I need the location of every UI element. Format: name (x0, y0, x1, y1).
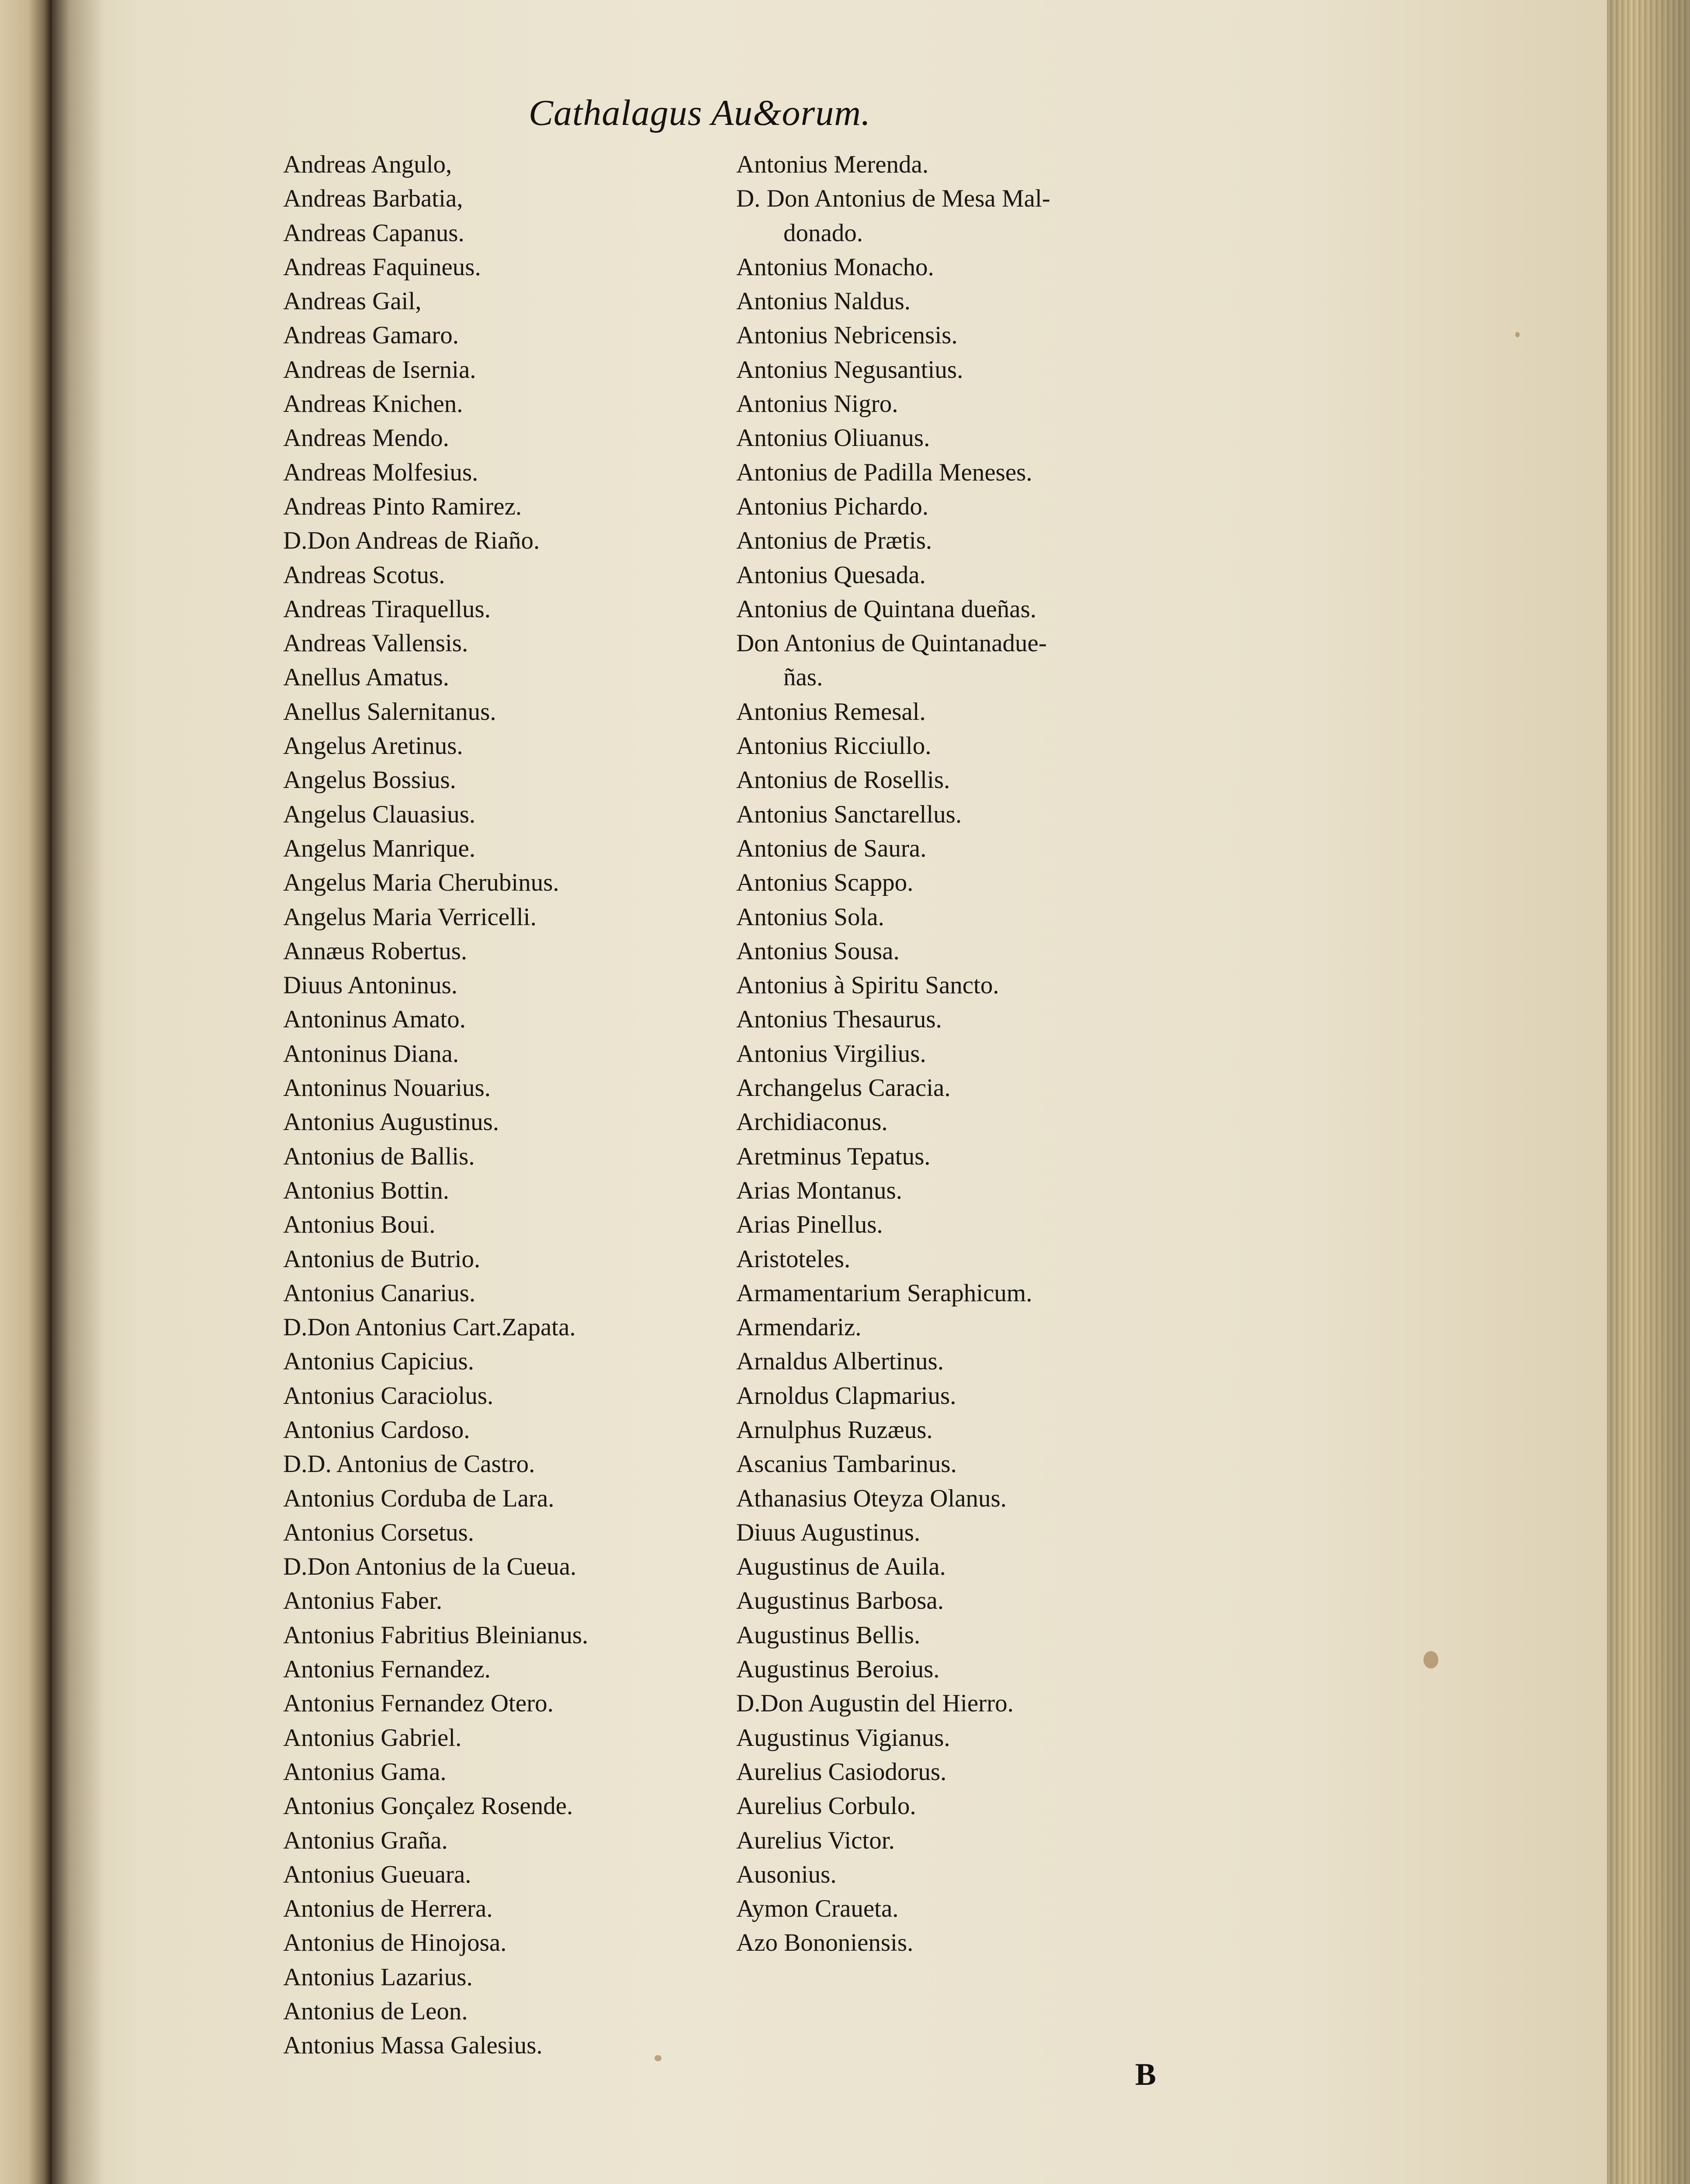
author-entry: Antonius de Padilla Meneses. (736, 458, 1032, 486)
author-entry: Aurelius Corbulo. (736, 1792, 916, 1820)
author-entry: Ausonius. (736, 1860, 837, 1888)
author-entry: Don Antonius de Quintanadue- (736, 629, 1047, 657)
author-entry: Aymon Craueta. (736, 1895, 899, 1923)
author-entry: Andreas Pinto Ramirez. (283, 492, 522, 520)
author-entry: Antonius Gonçalez Rosende. (283, 1792, 573, 1820)
author-entry: Andreas Mendo. (283, 424, 449, 452)
author-entry: Ascanius Tambarinus. (736, 1450, 957, 1478)
author-entry: Arias Montanus. (736, 1176, 902, 1204)
author-entry: Aurelius Casiodorus. (736, 1758, 947, 1786)
author-entry: Antonius Sola. (736, 903, 884, 931)
author-entry: Andreas Tiraquellus. (283, 595, 491, 623)
author-entry: Antonius Remesal. (736, 698, 926, 726)
author-entry: Antonius Negusantius. (736, 356, 963, 384)
author-entry: Antonius de Hinojosa. (283, 1929, 507, 1957)
author-entry: Augustinus Barbosa. (736, 1587, 944, 1615)
author-entry: Diuus Augustinus. (736, 1518, 921, 1546)
author-entry: Anellus Salernitanus. (283, 698, 496, 726)
author-entry: Antonius Lazarius. (283, 1963, 473, 1991)
author-entry: Antonius Massa Galesius. (283, 2032, 543, 2060)
author-entry: Antonius Gama. (283, 1758, 447, 1786)
author-entry: Antonius Fabritius Bleinianus. (283, 1621, 589, 1649)
author-entry: Augustinus Beroius. (736, 1655, 940, 1683)
author-entry: Antonius Bottin. (283, 1176, 450, 1204)
author-entry: Augustinus Vigianus. (736, 1724, 950, 1752)
author-entry: Aristoteles. (736, 1245, 851, 1273)
author-entry: Andreas Gail, (283, 287, 422, 315)
author-entry: Antonius de Rosellis. (736, 766, 950, 794)
author-entry: Annæus Robertus. (283, 937, 468, 965)
author-entry-continuation: ñas. (783, 663, 823, 691)
author-entry: Andreas Angulo, (283, 151, 452, 178)
author-entry: Arnaldus Albertinus. (736, 1348, 944, 1375)
author-entry: Andreas Barbatia, (283, 185, 463, 213)
author-entry: Antonius Graña. (283, 1826, 448, 1854)
page-header: Cathalagus Au&orum. (529, 93, 871, 133)
author-entry: D.Don Antonius de la Cueua. (283, 1553, 577, 1581)
author-entry: Angelus Bossius. (283, 766, 456, 794)
facing-page-edge (0, 0, 52, 2184)
author-entry: Antonius Naldus. (736, 287, 911, 315)
author-entry: Antonius Canarius. (283, 1279, 476, 1307)
author-entry: Antonius Gabriel. (283, 1724, 462, 1752)
author-entry: Angelus Maria Verricelli. (283, 903, 537, 931)
author-entry: Archangelus Caracia. (736, 1074, 951, 1102)
author-entry: Azo Bononiensis. (736, 1929, 914, 1957)
author-entry: Antonius de Ballis. (283, 1142, 475, 1170)
author-entry: Antonius de Leon. (283, 1997, 468, 2025)
author-entry: Antoninus Diana. (283, 1040, 459, 1068)
author-entry: Armendariz. (736, 1313, 862, 1341)
author-entry: Antonius Cardoso. (283, 1416, 470, 1444)
signature-mark: B (1135, 2057, 1157, 2092)
author-entry: Aretminus Tepatus. (736, 1142, 931, 1170)
author-entry: Antonius Merenda. (736, 151, 929, 178)
author-entry: Andreas Knichen. (283, 390, 463, 418)
author-entry: Andreas Molfesius. (283, 458, 478, 486)
author-entry: Andreas Capanus. (283, 219, 464, 247)
author-entry: Archidiaconus. (736, 1108, 888, 1136)
author-entry: Andreas Vallensis. (283, 629, 468, 657)
author-entry: Antonius Nebricensis. (736, 321, 958, 349)
author-entry: D.D. Antonius de Castro. (283, 1450, 535, 1478)
author-entry: Armamentarium Seraphicum. (736, 1279, 1032, 1307)
author-entry: Angelus Clauasius. (283, 800, 476, 828)
author-entry: Andreas Faquineus. (283, 253, 481, 281)
author-entry-continuation: donado. (783, 219, 863, 247)
author-entry: Antonius Corsetus. (283, 1518, 474, 1546)
author-entry: Antonius Thesaurus. (736, 1006, 942, 1033)
right-column (736, 148, 1195, 1960)
author-entry: Arias Pinellus. (736, 1211, 883, 1239)
author-entry: D. Don Antonius de Mesa Mal- (736, 185, 1050, 213)
author-entry: Augustinus Bellis. (736, 1621, 921, 1649)
author-entry: Antonius de Prætis. (736, 527, 932, 555)
author-entry: Antonius Virgilius. (736, 1040, 926, 1068)
author-entry: Diuus Antoninus. (283, 971, 458, 999)
author-entry: Antoninus Amato. (283, 1006, 466, 1033)
author-entry: Andreas de Isernia. (283, 356, 476, 384)
author-entry: Antonius à Spiritu Sancto. (736, 971, 999, 999)
author-entry: Antonius Caraciolus. (283, 1382, 494, 1410)
foxing-spot (1423, 1651, 1438, 1669)
author-entry: Antonius Monacho. (736, 253, 934, 281)
author-entry: Antonius Quesada. (736, 561, 926, 589)
author-entry: Antonius Augustinus. (283, 1108, 499, 1136)
author-entry: Antonius Pichardo. (736, 492, 929, 520)
author-entry: Antonius Sanctarellus. (736, 800, 962, 828)
author-entry: Arnoldus Clapmarius. (736, 1382, 956, 1410)
author-entry: Arnulphus Ruzæus. (736, 1416, 933, 1444)
foxing-spot (1515, 332, 1520, 337)
author-entry: Antonius Oliuanus. (736, 424, 930, 452)
author-entry: Antonius Fernandez Otero. (283, 1690, 554, 1717)
author-entry: Athanasius Oteyza Olanus. (736, 1484, 1007, 1512)
author-entry: Antonius de Herrera. (283, 1895, 493, 1923)
author-entry: Antonius Gueuara. (283, 1860, 471, 1888)
page-block-edges (1607, 0, 1690, 2184)
author-entry: Aurelius Victor. (736, 1826, 895, 1854)
author-entry: Angelus Maria Cherubinus. (283, 869, 559, 897)
author-entry: Antonius Corduba de Lara. (283, 1484, 554, 1512)
author-entry: Antonius Scappo. (736, 869, 914, 897)
author-entry: Antonius Faber. (283, 1587, 443, 1615)
author-entry: Antonius de Quintana dueñas. (736, 595, 1037, 623)
author-entry: Antonius de Saura. (736, 834, 927, 862)
left-column (283, 148, 720, 2063)
author-entry: Augustinus de Auila. (736, 1553, 946, 1581)
author-entry: Angelus Aretinus. (283, 732, 463, 760)
author-entry: D.Don Antonius Cart.Zapata. (283, 1313, 576, 1341)
gutter-shadow (52, 0, 104, 2184)
author-entry: Antonius Fernandez. (283, 1655, 491, 1683)
author-entry: Andreas Gamaro. (283, 321, 459, 349)
author-entry: Antonius Boui. (283, 1211, 436, 1239)
author-entry: Antoninus Nouarius. (283, 1074, 491, 1102)
author-entry: D.Don Augustin del Hierro. (736, 1690, 1014, 1717)
author-entry: Andreas Scotus. (283, 561, 445, 589)
author-entry: Antonius Capicius. (283, 1348, 474, 1375)
author-entry: Antonius de Butrio. (283, 1245, 481, 1273)
author-entry: Angelus Manrique. (283, 834, 476, 862)
author-entry: D.Don Andreas de Riaño. (283, 527, 540, 555)
author-entry: Anellus Amatus. (283, 663, 449, 691)
author-entry: Antonius Nigro. (736, 390, 898, 418)
author-entry: Antonius Ricciullo. (736, 732, 932, 760)
author-entry: Antonius Sousa. (736, 937, 900, 965)
